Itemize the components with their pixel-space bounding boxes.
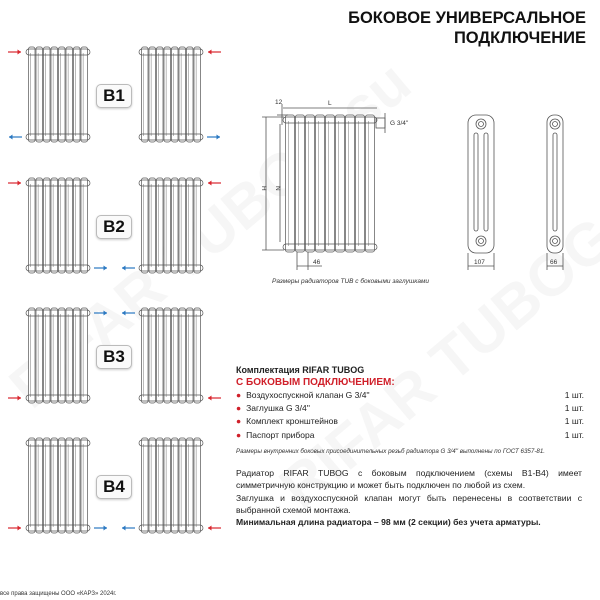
kit-item — [236, 388, 584, 401]
bullet-icon: ● — [236, 402, 242, 413]
return-arrow-icon — [122, 526, 135, 531]
supply-arrow-icon — [208, 396, 221, 401]
kit-item-label: Паспорт прибора — [246, 429, 315, 440]
kit-item-qty: 1 шт. — [564, 389, 584, 400]
kit-item-name — [236, 416, 338, 426]
scheme-label: B2 — [96, 215, 132, 239]
dim-66: 66 — [550, 259, 558, 266]
drawing-caption: Размеры радиаторов TUB с боковыми заглушками — [272, 278, 430, 285]
dim-46: 46 — [313, 259, 321, 266]
description — [236, 467, 582, 528]
dim-107: 107 — [474, 259, 485, 266]
kit-item-qty: 1 шт. — [564, 402, 584, 413]
kit-note: Размеры внутренних боковых присоединительных резьб радиатора G 3/4'' выполнены по ГОСТ 6357-81. — [236, 448, 545, 456]
supply-arrow-icon — [8, 396, 21, 401]
kit-item-qty: 1 шт. — [564, 416, 584, 427]
description-p2: Заглушка и воздухоспускной клапан могут быть перенесены в соответствии с выбранной схемой монтажа. — [236, 492, 582, 515]
kit-item-name — [236, 390, 370, 400]
radiator-icon — [139, 438, 203, 533]
scheme-label: B1 — [96, 84, 132, 108]
dim-N: N — [274, 186, 281, 191]
scheme-label: B4 — [96, 475, 132, 499]
kit-section — [236, 365, 584, 455]
scheme-label: B3 — [96, 345, 132, 369]
bullet-icon: ● — [236, 429, 242, 440]
kit-item-name — [236, 430, 314, 440]
kit-heading: Комплектация RIFAR TUBOG — [236, 365, 365, 375]
dim-L: L — [328, 100, 332, 107]
dim-thread: G 3/4'' — [390, 120, 409, 127]
return-arrow-icon — [94, 526, 107, 531]
description-p3: Минимальная длина радиатора – 98 мм (2 секции) без учета арматуры. — [236, 517, 541, 528]
kit-item-label: Воздухоспускной клапан G 3/4'' — [246, 389, 370, 400]
title-line-1: БОКОВОЕ УНИВЕРСАЛЬНОЕ — [348, 9, 586, 27]
kit-subheading: С БОКОВЫМ ПОДКЛЮЧЕНИЕМ: — [236, 377, 395, 388]
bullet-icon: ● — [236, 416, 242, 427]
description-p1: Радиатор RIFAR TUBOG с боковым подключением (схемы B1-B4) имеет симметричную конструкцию и может быть подключен по любой из схем. — [236, 468, 582, 491]
dim-12: 12 — [275, 99, 283, 106]
dim-H: H — [260, 186, 267, 191]
radiator-icon — [26, 308, 90, 403]
copyright-footer: все права защищены ООО «КАРЗ» 2024г. — [0, 591, 117, 597]
supply-arrow-icon — [208, 526, 221, 531]
bullet-icon: ● — [236, 389, 242, 400]
return-arrow-icon — [94, 311, 107, 316]
kit-item — [236, 428, 584, 441]
radiator-icon — [26, 438, 90, 533]
kit-item — [236, 401, 584, 414]
kit-item — [236, 415, 584, 428]
radiator-icon — [139, 308, 203, 403]
return-arrow-icon — [122, 311, 135, 316]
kit-item-label: Заглушка G 3/4'' — [246, 402, 310, 413]
supply-arrow-icon — [8, 526, 21, 531]
kit-item-qty: 1 шт. — [564, 429, 584, 440]
title-line-2: ПОДКЛЮЧЕНИЕ — [453, 29, 586, 47]
kit-item-name — [236, 403, 310, 413]
kit-item-label: Комплект кронштейнов — [246, 416, 338, 427]
